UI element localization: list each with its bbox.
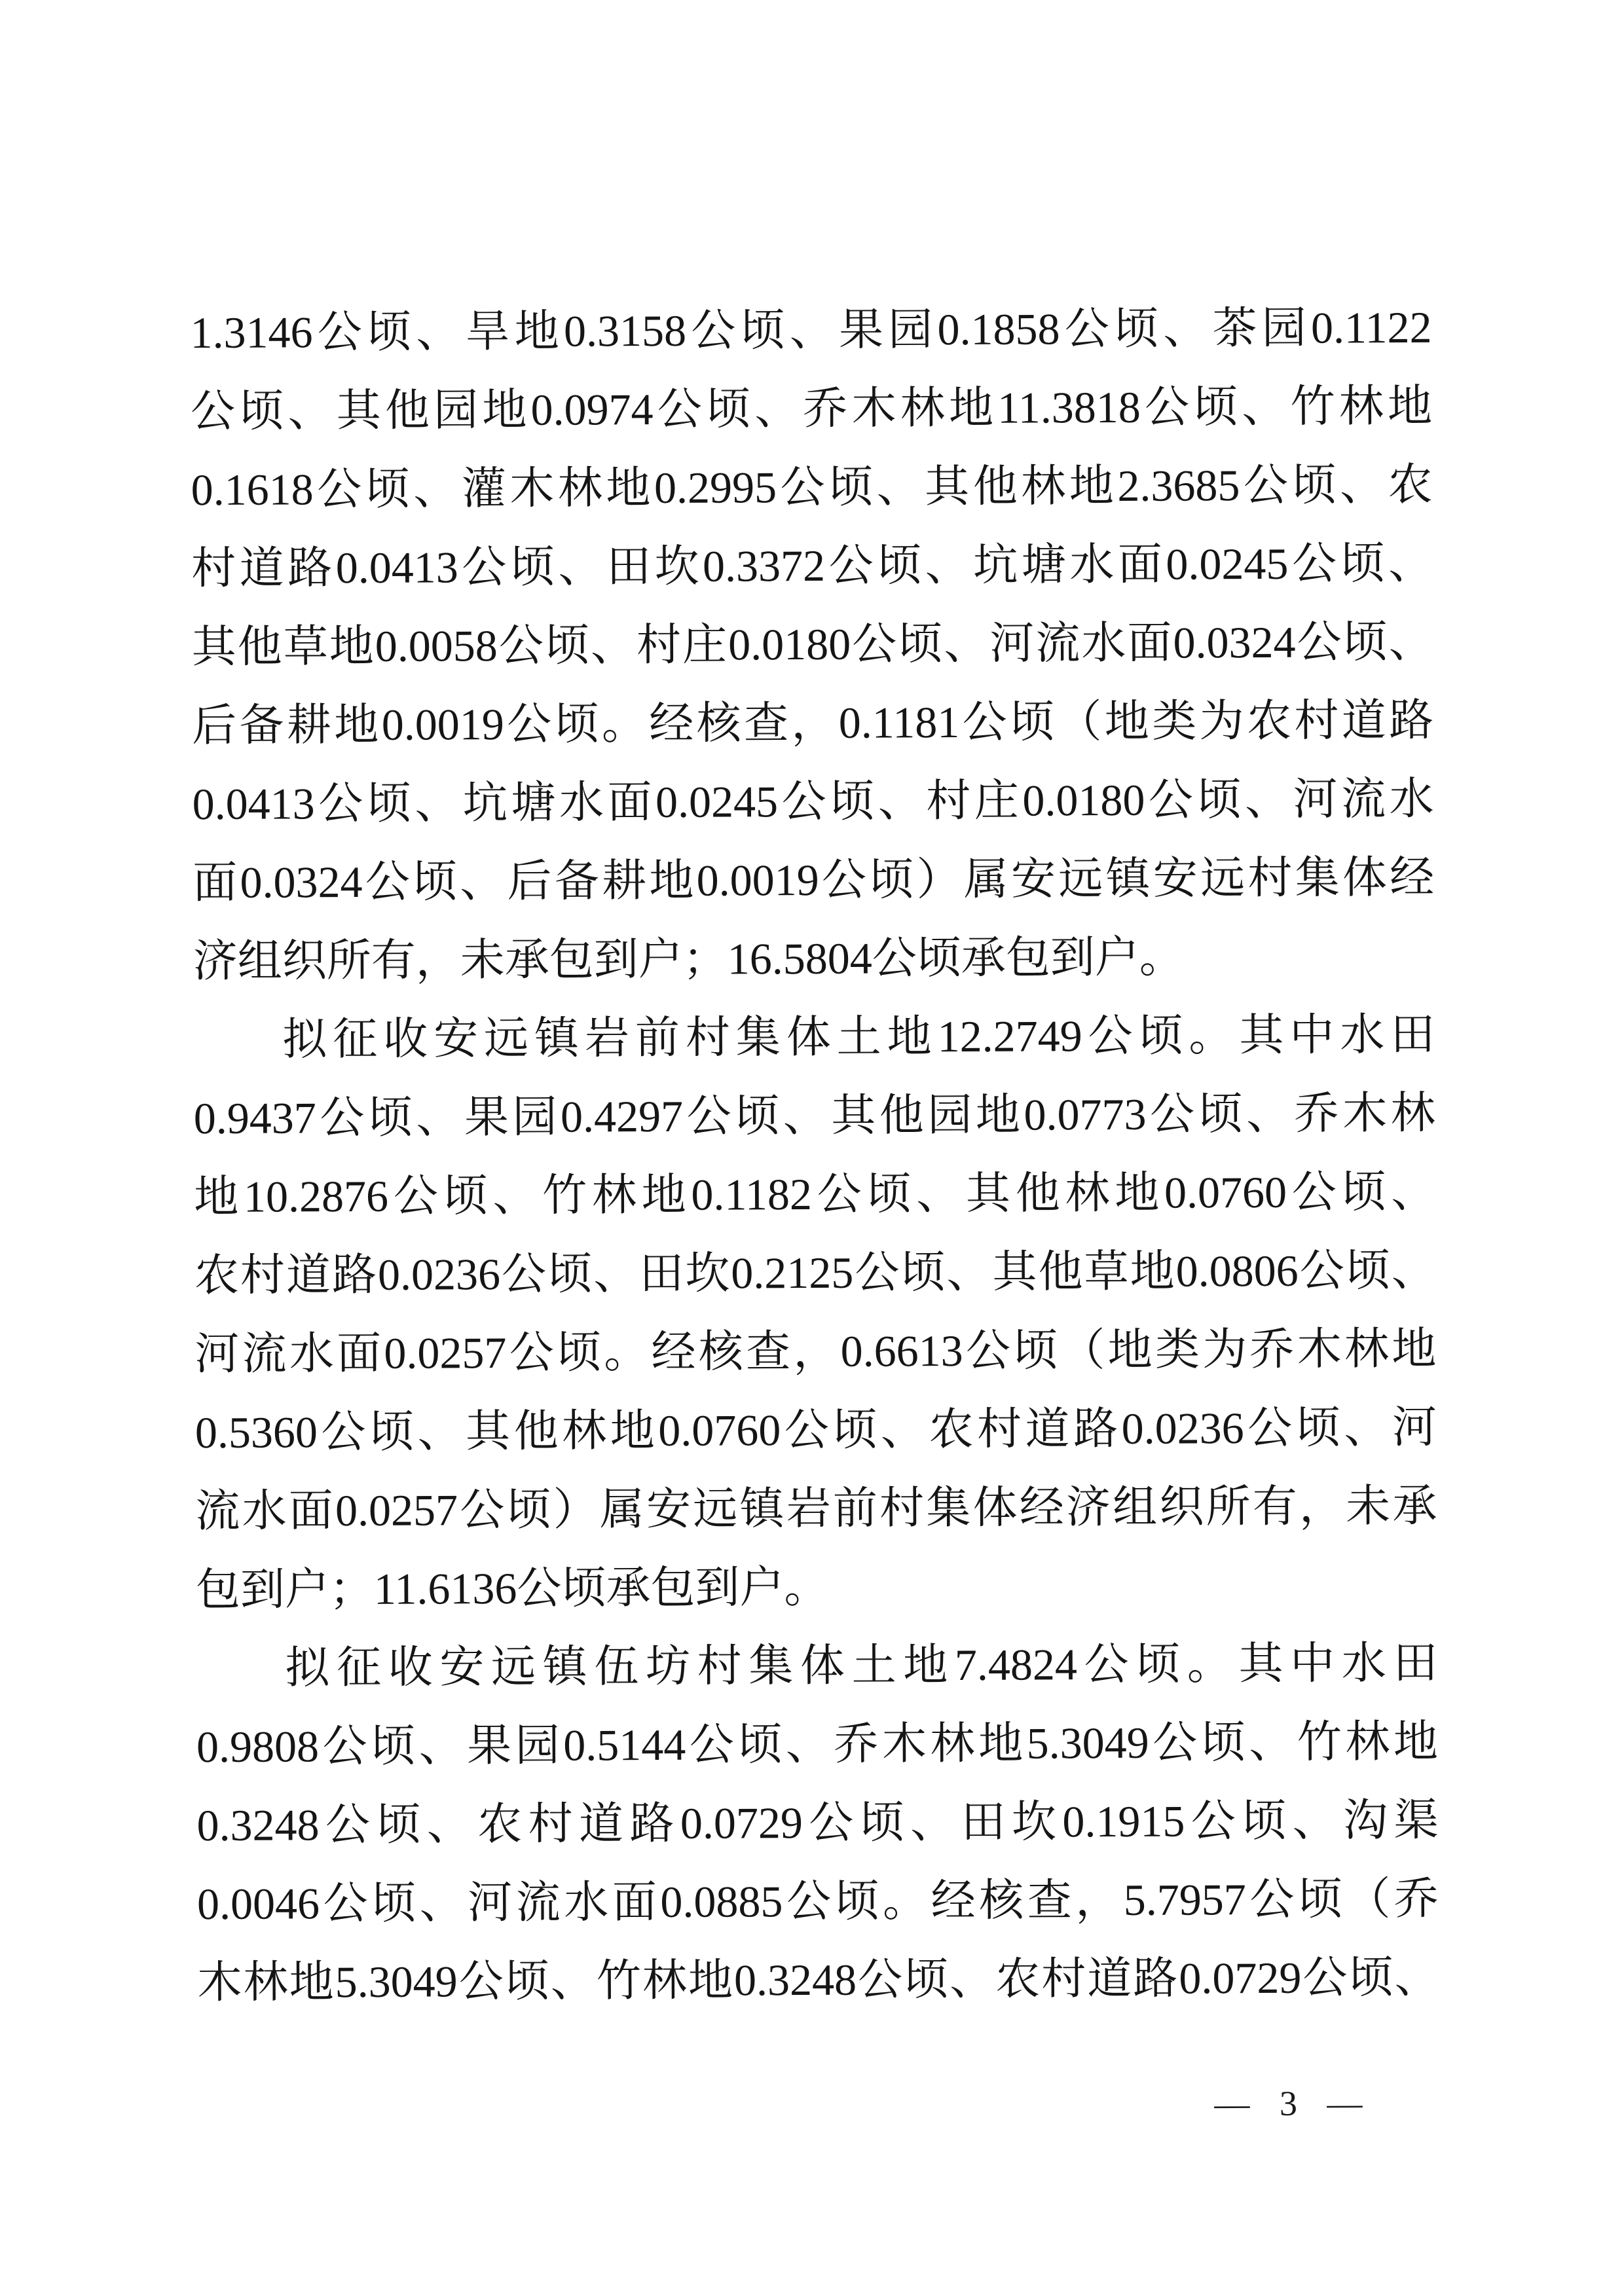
text-line: 河流水面0.0257公顷。经核查，0.6613公顷（地类为乔木林地: [194, 1323, 1437, 1379]
text-line: 村道路0.0413公顷、田坎0.3372公顷、坑塘水面0.0245公顷、: [191, 538, 1433, 594]
text-line: 0.3248公顷、农村道路0.0729公顷、田坎0.1915公顷、沟渠: [196, 1795, 1439, 1851]
text-line: 包到户；11.6136公顷承包到户。: [195, 1561, 829, 1615]
page-number: — 3 —: [1214, 2083, 1373, 2124]
text-line: 拟征收安远镇岩前村集体土地12.2749公顷。其中水田: [282, 1009, 1435, 1065]
text-line: 公顷、其他园地0.0974公顷、乔木林地11.3818公顷、竹林地: [190, 380, 1433, 437]
text-line: 0.0046公顷、河流水面0.0885公顷。经核查，5.7957公顷（乔: [196, 1873, 1439, 1929]
text-line: 0.5360公顷、其他林地0.0760公顷、农村道路0.0236公顷、河: [194, 1402, 1437, 1458]
text-line: 流水面0.0257公顷）属安远镇岩前村集体经济组织所有，未承: [195, 1480, 1437, 1537]
text-line: 后备耕地0.0019公顷。经核查，0.1181公顷（地类为农村道路: [192, 695, 1434, 751]
text-line: 济组织所有，未承包到户；16.5804公顷承包到户。: [193, 932, 1184, 987]
text-line: 农村道路0.0236公顷、田坎0.2125公顷、其他草地0.0806公顷、: [194, 1245, 1436, 1301]
text-line: 1.3146公顷、旱地0.3158公顷、果园0.1858公顷、茶园0.1122: [190, 302, 1432, 358]
text-line: 地10.2876公顷、竹林地0.1182公顷、其他林地0.0760公顷、: [194, 1166, 1436, 1222]
text-line: 木林地5.3049公顷、竹林地0.3248公顷、农村道路0.0729公顷、: [197, 1952, 1439, 2008]
text-lines: [190, 288, 1439, 2022]
text-line: 其他草地0.0058公顷、村庄0.0180公顷、河流水面0.0324公顷、: [191, 616, 1433, 672]
text-line: 0.0413公顷、坑塘水面0.0245公顷、村庄0.0180公顷、河流水: [192, 773, 1434, 829]
text-line: 0.1618公顷、灌木林地0.2995公顷、其他林地2.3685公顷、农: [191, 459, 1433, 515]
text-line: 0.9808公顷、果园0.5144公顷、乔木林地5.3049公顷、竹林地: [196, 1716, 1439, 1772]
text-line: 0.9437公顷、果园0.4297公顷、其他园地0.0773公顷、乔木林: [193, 1087, 1435, 1144]
text-line: 拟征收安远镇伍坊村集体土地7.4824公顷。其中水田: [285, 1637, 1438, 1693]
text-line: 面0.0324公顷、后备耕地0.0019公顷）属安远镇安远村集体经: [193, 852, 1435, 908]
